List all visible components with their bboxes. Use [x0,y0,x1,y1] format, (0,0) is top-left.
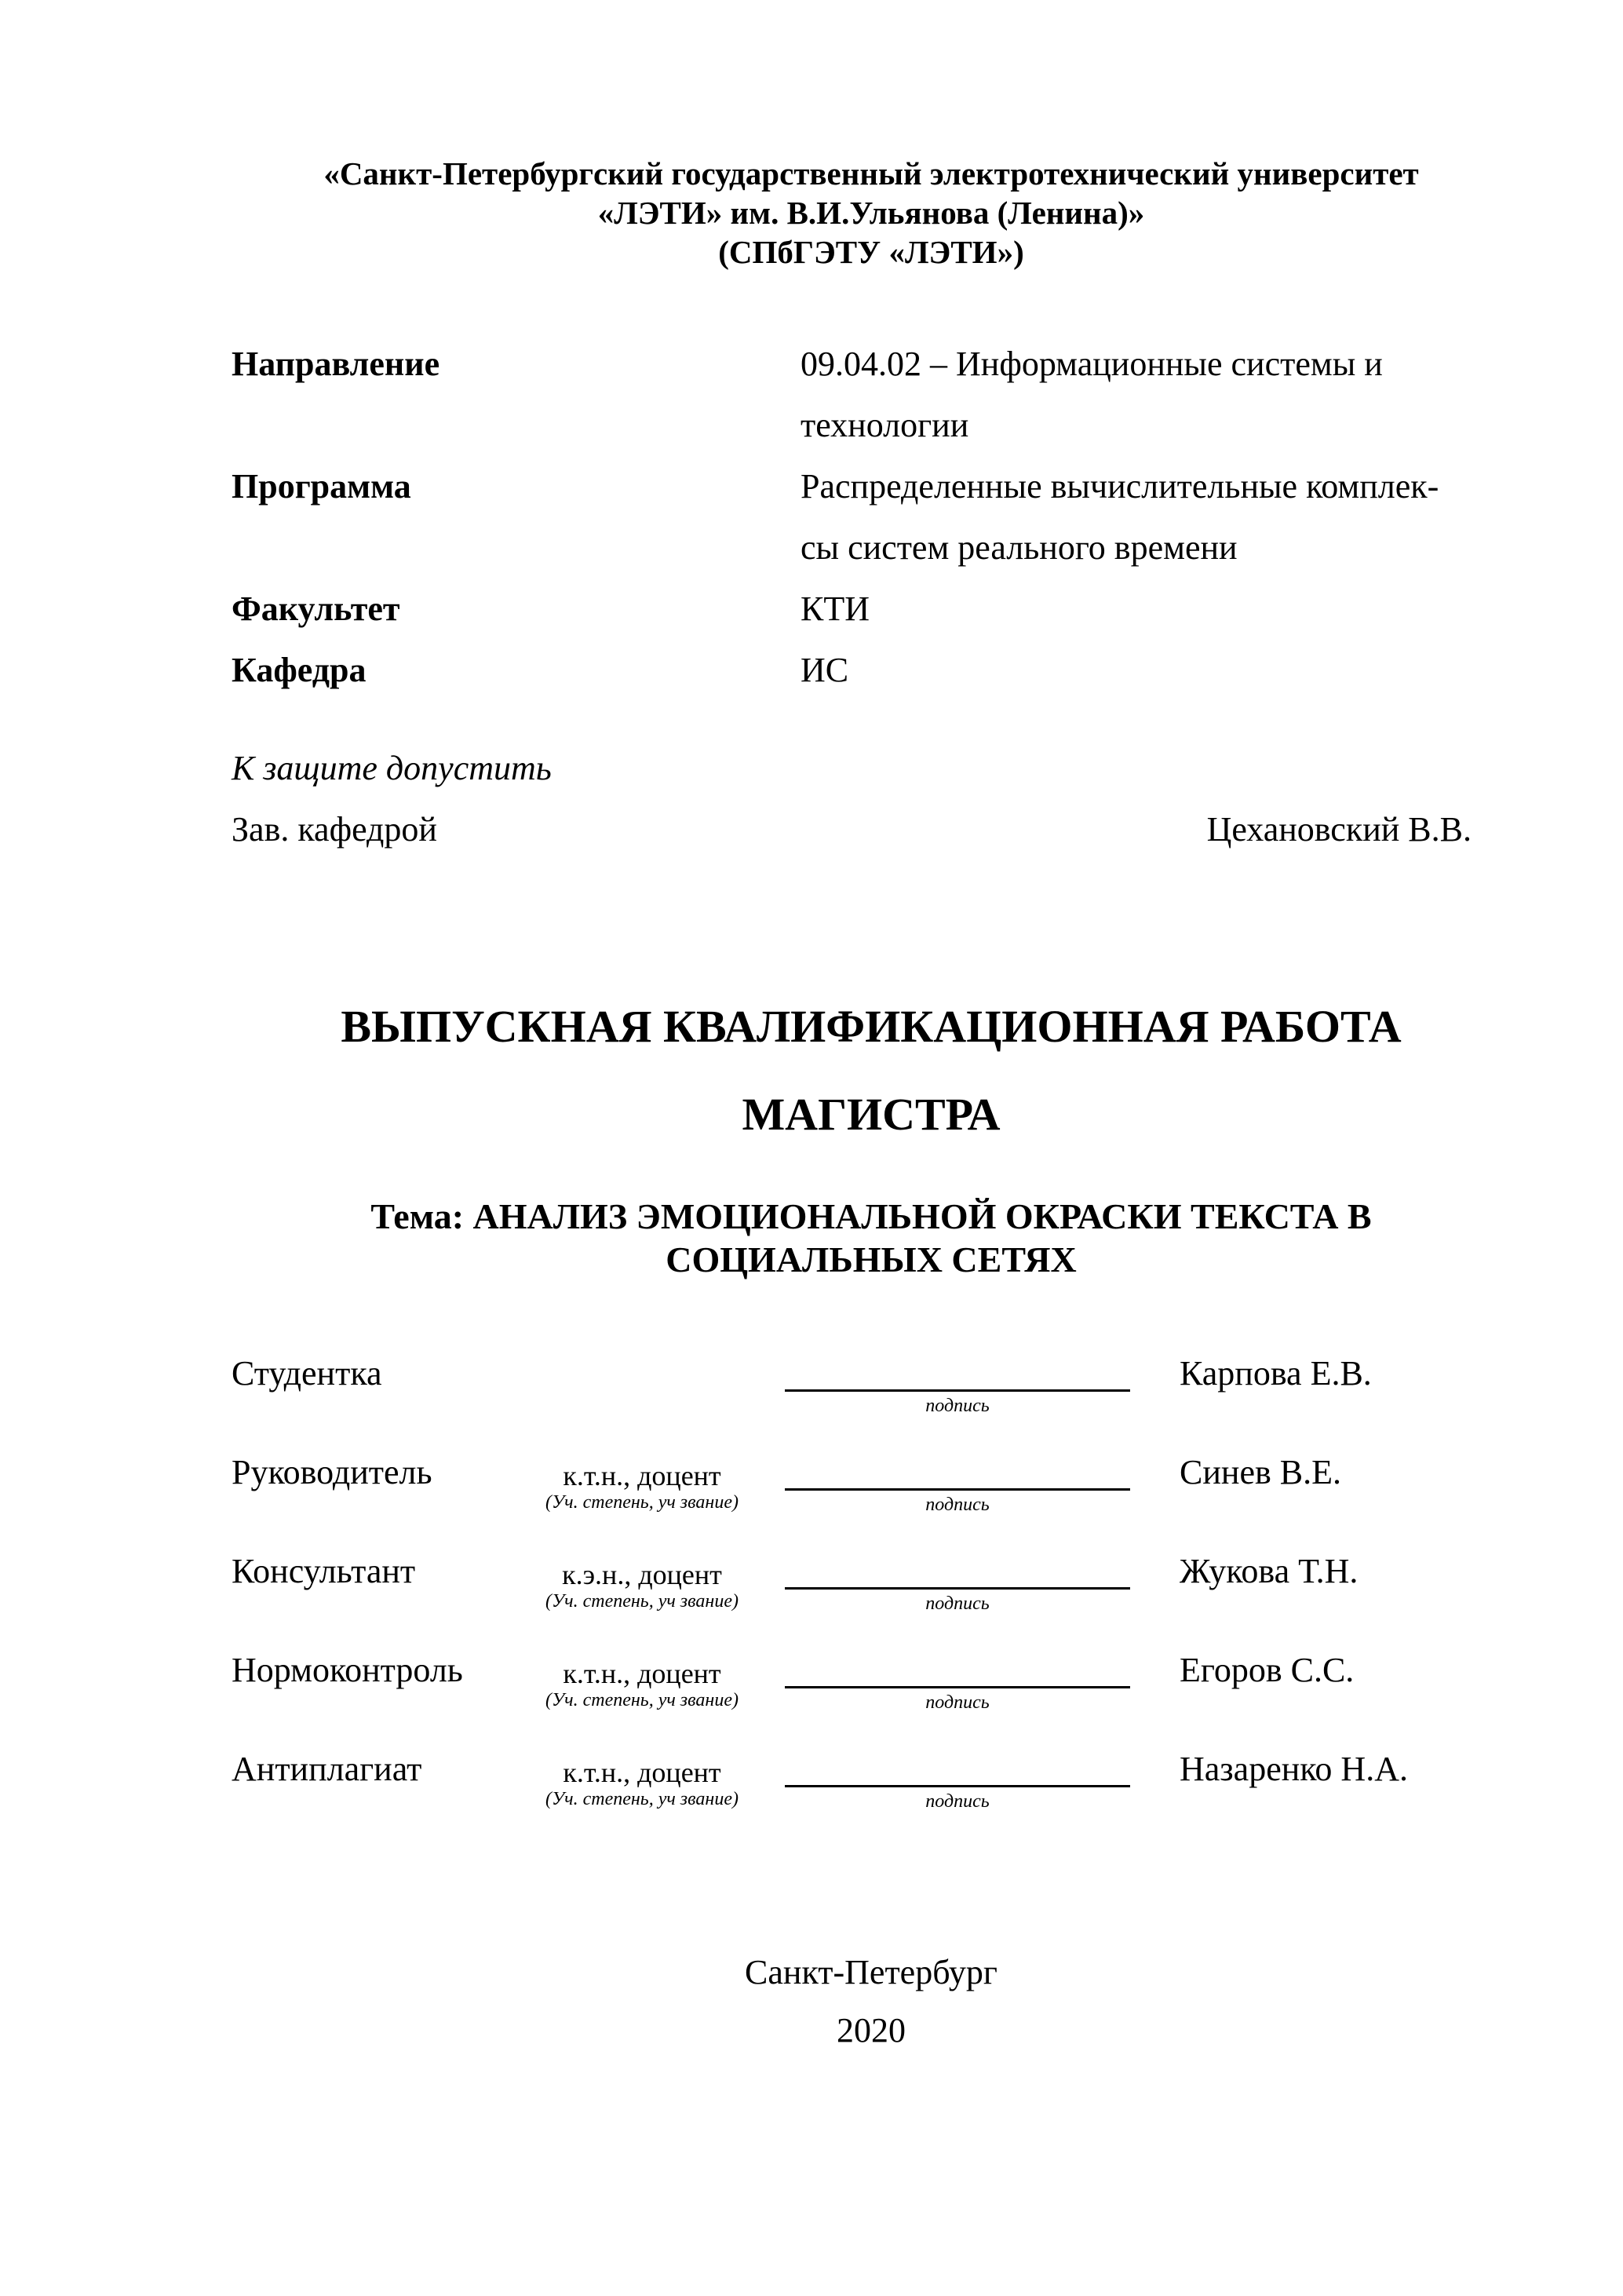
approval-title: К защите допустить [232,749,552,787]
university-header [235,154,1507,272]
signature-row-normcontrol [232,1647,1566,1746]
department-value: ИС [801,651,849,689]
signature-line [785,1686,1130,1688]
program-label: Программа [232,467,411,506]
signature-line [785,1389,1130,1392]
signature-line [785,1488,1130,1491]
university-name-line1: «Санкт-Петербургский государственный электротехнический университет [323,155,1419,192]
program-value-line1: Распределенные вычислительные комплек- [801,467,1439,506]
work-theme-line2: СОЦИАЛЬНЫХ СЕТЯХ [666,1239,1077,1279]
signature-degree: к.т.н., доцент [563,1460,721,1491]
signature-row-student [232,1350,1566,1449]
footer-city: Санкт-Петербург [745,1953,998,1991]
signature-row-antiplagiarism [232,1746,1566,1845]
university-name-line2: «ЛЭТИ» им. В.И.Ульянова (Ленина)» [597,195,1145,231]
signature-role: Студентка [232,1354,382,1393]
signature-degree-caption: (Уч. степень, уч звание) [545,1492,739,1513]
signature-role: Нормоконтроль [232,1651,463,1689]
signature-name: Синев В.Е. [1180,1453,1341,1491]
head-of-department-name: Цехановский В.В. [1206,810,1472,849]
signature-name: Егоров С.С. [1180,1651,1355,1689]
work-title-line2: МАГИСТРА [742,1089,1001,1140]
info-row-faculty [232,579,1534,640]
faculty-label: Факультет [232,590,400,628]
signature-name: Назаренко Н.А. [1180,1750,1408,1788]
footer-year: 2020 [837,2011,906,2050]
faculty-value: КТИ [801,590,870,628]
signature-role: Руководитель [232,1453,432,1491]
direction-label: Направление [232,345,440,383]
signature-caption: подпись [925,1692,990,1713]
signature-row-consultant [232,1548,1566,1647]
signature-degree: к.т.н., доцент [563,1658,721,1689]
signature-line [785,1587,1130,1590]
work-theme [235,1195,1507,1281]
signature-caption: подпись [925,1495,990,1515]
signature-role: Антиплагиат [232,1750,422,1788]
info-block [232,334,1534,701]
signature-degree-caption: (Уч. степень, уч звание) [545,1789,739,1809]
info-row-direction [232,334,1534,456]
info-row-program [232,456,1534,579]
signature-degree-caption: (Уч. степень, уч звание) [545,1591,739,1612]
university-abbreviation: (СПбГЭТУ «ЛЭТИ») [718,234,1024,270]
signature-table [232,1350,1566,1845]
approval-line [232,799,1472,860]
approval-block [232,738,1472,860]
signature-name: Жукова Т.Н. [1180,1552,1359,1590]
work-theme-line1: Тема: АНАЛИЗ ЭМОЦИОНАЛЬНОЙ ОКРАСКИ ТЕКСТА В [370,1196,1372,1236]
head-of-department-label: Зав. кафедрой [232,810,437,849]
program-value-line2: сы систем реального времени [801,528,1238,567]
signature-degree-caption: (Уч. степень, уч звание) [545,1690,739,1710]
direction-value-line1: 09.04.02 – Информационные системы и [801,345,1383,383]
direction-value-line2: технологии [801,406,969,444]
info-row-department [232,640,1534,701]
signature-name: Карпова Е.В. [1180,1354,1372,1393]
work-title [235,983,1507,1159]
work-title-line1: ВЫПУСКНАЯ КВАЛИФИКАЦИОННАЯ РАБОТА [341,1001,1402,1052]
signature-role: Консультант [232,1552,416,1590]
signature-degree: к.э.н., доцент [562,1559,722,1590]
footer [235,1944,1507,2060]
program-value [801,456,1507,579]
direction-value [801,334,1507,456]
department-label: Кафедра [232,651,367,689]
signature-caption: подпись [925,1791,990,1812]
signature-caption: подпись [925,1593,990,1614]
signature-row-supervisor [232,1449,1566,1548]
signature-line [785,1785,1130,1787]
signature-degree: к.т.н., доцент [563,1757,721,1788]
signature-caption: подпись [925,1396,990,1416]
